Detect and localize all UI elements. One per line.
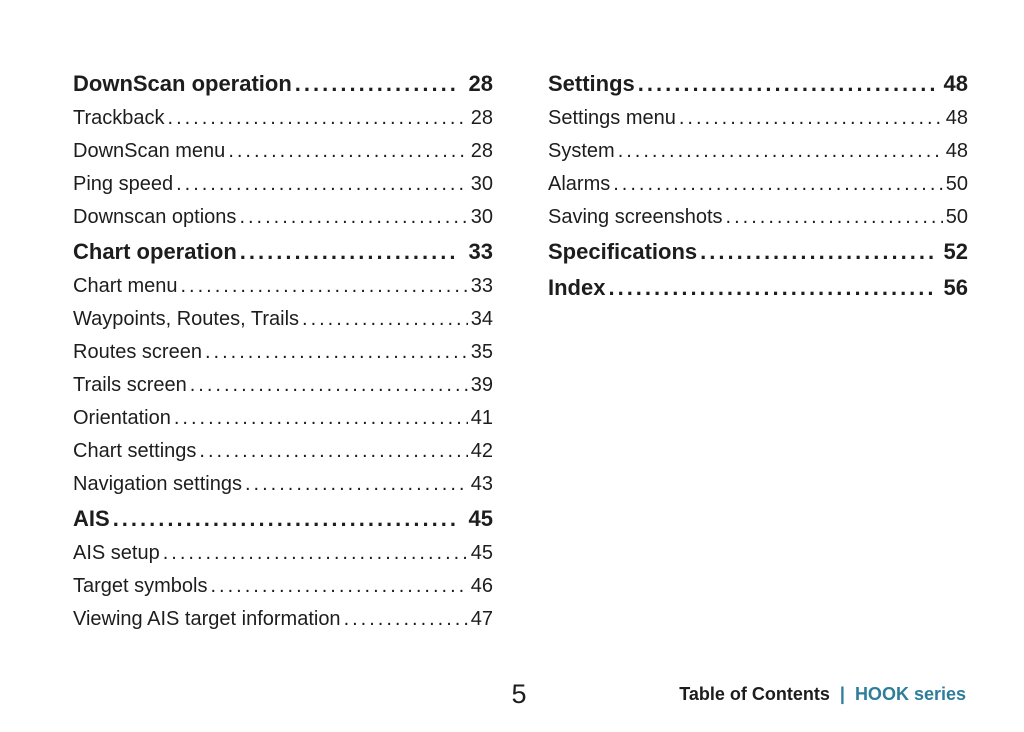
footer [679, 684, 966, 705]
dot-leader [618, 135, 943, 168]
toc-entry-label: Trackback [73, 107, 165, 129]
toc-entry-page: 28 [468, 71, 493, 96]
dot-leader [168, 102, 468, 135]
dot-leader [302, 303, 468, 336]
toc-entry-label: DownScan menu [73, 140, 226, 162]
toc-entry-page: 41 [470, 407, 493, 429]
toc-section-heading [548, 66, 968, 102]
dot-leader [174, 402, 468, 435]
dot-leader [240, 234, 459, 270]
toc-entry-page: 33 [468, 239, 493, 264]
toc-entry-label: Target symbols [73, 575, 208, 597]
dot-leader [190, 369, 468, 402]
toc-entry-label: Settings [548, 71, 635, 96]
dot-leader [679, 102, 943, 135]
dot-leader [228, 135, 467, 168]
toc-entry [73, 468, 493, 501]
toc-entry-page: 35 [470, 341, 493, 363]
toc-entry-label: Alarms [548, 173, 611, 195]
toc-entry-page: 39 [470, 374, 493, 396]
toc-entry-page: 28 [470, 107, 493, 129]
toc-entry-label: Specifications [548, 239, 698, 264]
toc-entry-label: Routes screen [73, 341, 202, 363]
dot-leader [211, 570, 468, 603]
dot-leader [181, 270, 468, 303]
toc-entry-page: 47 [470, 608, 493, 630]
toc-entry-label: Downscan options [73, 206, 237, 228]
toc-entry [73, 336, 493, 369]
toc-section-heading [73, 501, 493, 537]
toc-entry [73, 135, 493, 168]
toc-entry-label: Ping speed [73, 173, 174, 195]
toc-entry-label: System [548, 140, 615, 162]
toc-entry-label: Orientation [73, 407, 171, 429]
footer-separator: | [839, 684, 845, 704]
toc-entry [73, 303, 493, 336]
toc-entry [73, 102, 493, 135]
toc-entry-page: 42 [470, 440, 493, 462]
toc-entry-label: Settings menu [548, 107, 676, 129]
toc-left-column [73, 66, 493, 636]
toc-entry [73, 435, 493, 468]
footer-section-label: Table of Contents [679, 684, 830, 704]
toc-section-heading [548, 234, 968, 270]
dot-leader [239, 201, 467, 234]
toc-entry [73, 168, 493, 201]
footer-series-label: HOOK series [854, 684, 966, 704]
toc-entry-page: 48 [945, 107, 968, 129]
toc-entry-label: Chart menu [73, 275, 178, 297]
toc-entry-page: 33 [470, 275, 493, 297]
toc-entry [73, 603, 493, 636]
toc-entry-page: 30 [470, 206, 493, 228]
toc-entry-page: 45 [470, 542, 493, 564]
dot-leader [163, 537, 468, 570]
dot-leader [700, 234, 933, 270]
dot-leader [613, 168, 943, 201]
toc-entry-label: Index [548, 275, 606, 300]
toc-entry [548, 201, 968, 234]
toc-entry-label: Viewing AIS target information [73, 608, 341, 630]
toc-entry [73, 537, 493, 570]
dot-leader [608, 270, 933, 306]
toc-entry-page: 52 [943, 239, 968, 264]
toc-section-heading [73, 66, 493, 102]
toc-entry-page: 34 [470, 308, 493, 330]
toc-entry-label: DownScan operation [73, 71, 292, 96]
toc-section-heading [548, 270, 968, 306]
toc-entry [548, 168, 968, 201]
dot-leader [176, 168, 468, 201]
dot-leader [638, 66, 934, 102]
toc-entry-label: Chart operation [73, 239, 237, 264]
page-number: 5 [511, 679, 527, 709]
toc-entry-page: 28 [470, 140, 493, 162]
dot-leader [245, 468, 468, 501]
toc-right-column [548, 66, 968, 306]
toc-entry-page: 56 [943, 275, 968, 300]
dot-leader [199, 435, 467, 468]
toc-entry [548, 102, 968, 135]
toc-entry-page: 48 [945, 140, 968, 162]
toc-entry-label: AIS [73, 506, 110, 531]
toc-entry [73, 201, 493, 234]
toc-entry-label: Navigation settings [73, 473, 242, 495]
toc-entry-page: 50 [945, 173, 968, 195]
toc-entry-page: 46 [470, 575, 493, 597]
dot-leader [113, 501, 459, 537]
toc-entry [73, 270, 493, 303]
toc-entry-label: Chart settings [73, 440, 197, 462]
dot-leader [344, 603, 468, 636]
toc-entry [73, 402, 493, 435]
toc-entry [73, 570, 493, 603]
toc-entry-label: Trails screen [73, 374, 187, 396]
toc-entry-label: Saving screenshots [548, 206, 723, 228]
toc-entry-page: 30 [470, 173, 493, 195]
toc-entry-label: AIS setup [73, 542, 160, 564]
dot-leader [726, 201, 943, 234]
toc-entry-page: 48 [943, 71, 968, 96]
toc-entry [73, 369, 493, 402]
toc-entry-page: 45 [468, 506, 493, 531]
toc-entry-page: 50 [945, 206, 968, 228]
toc-entry-label: Waypoints, Routes, Trails [73, 308, 300, 330]
toc-section-heading [73, 234, 493, 270]
dot-leader [295, 66, 459, 102]
toc-entry [548, 135, 968, 168]
toc-entry-page: 43 [470, 473, 493, 495]
dot-leader [205, 336, 468, 369]
